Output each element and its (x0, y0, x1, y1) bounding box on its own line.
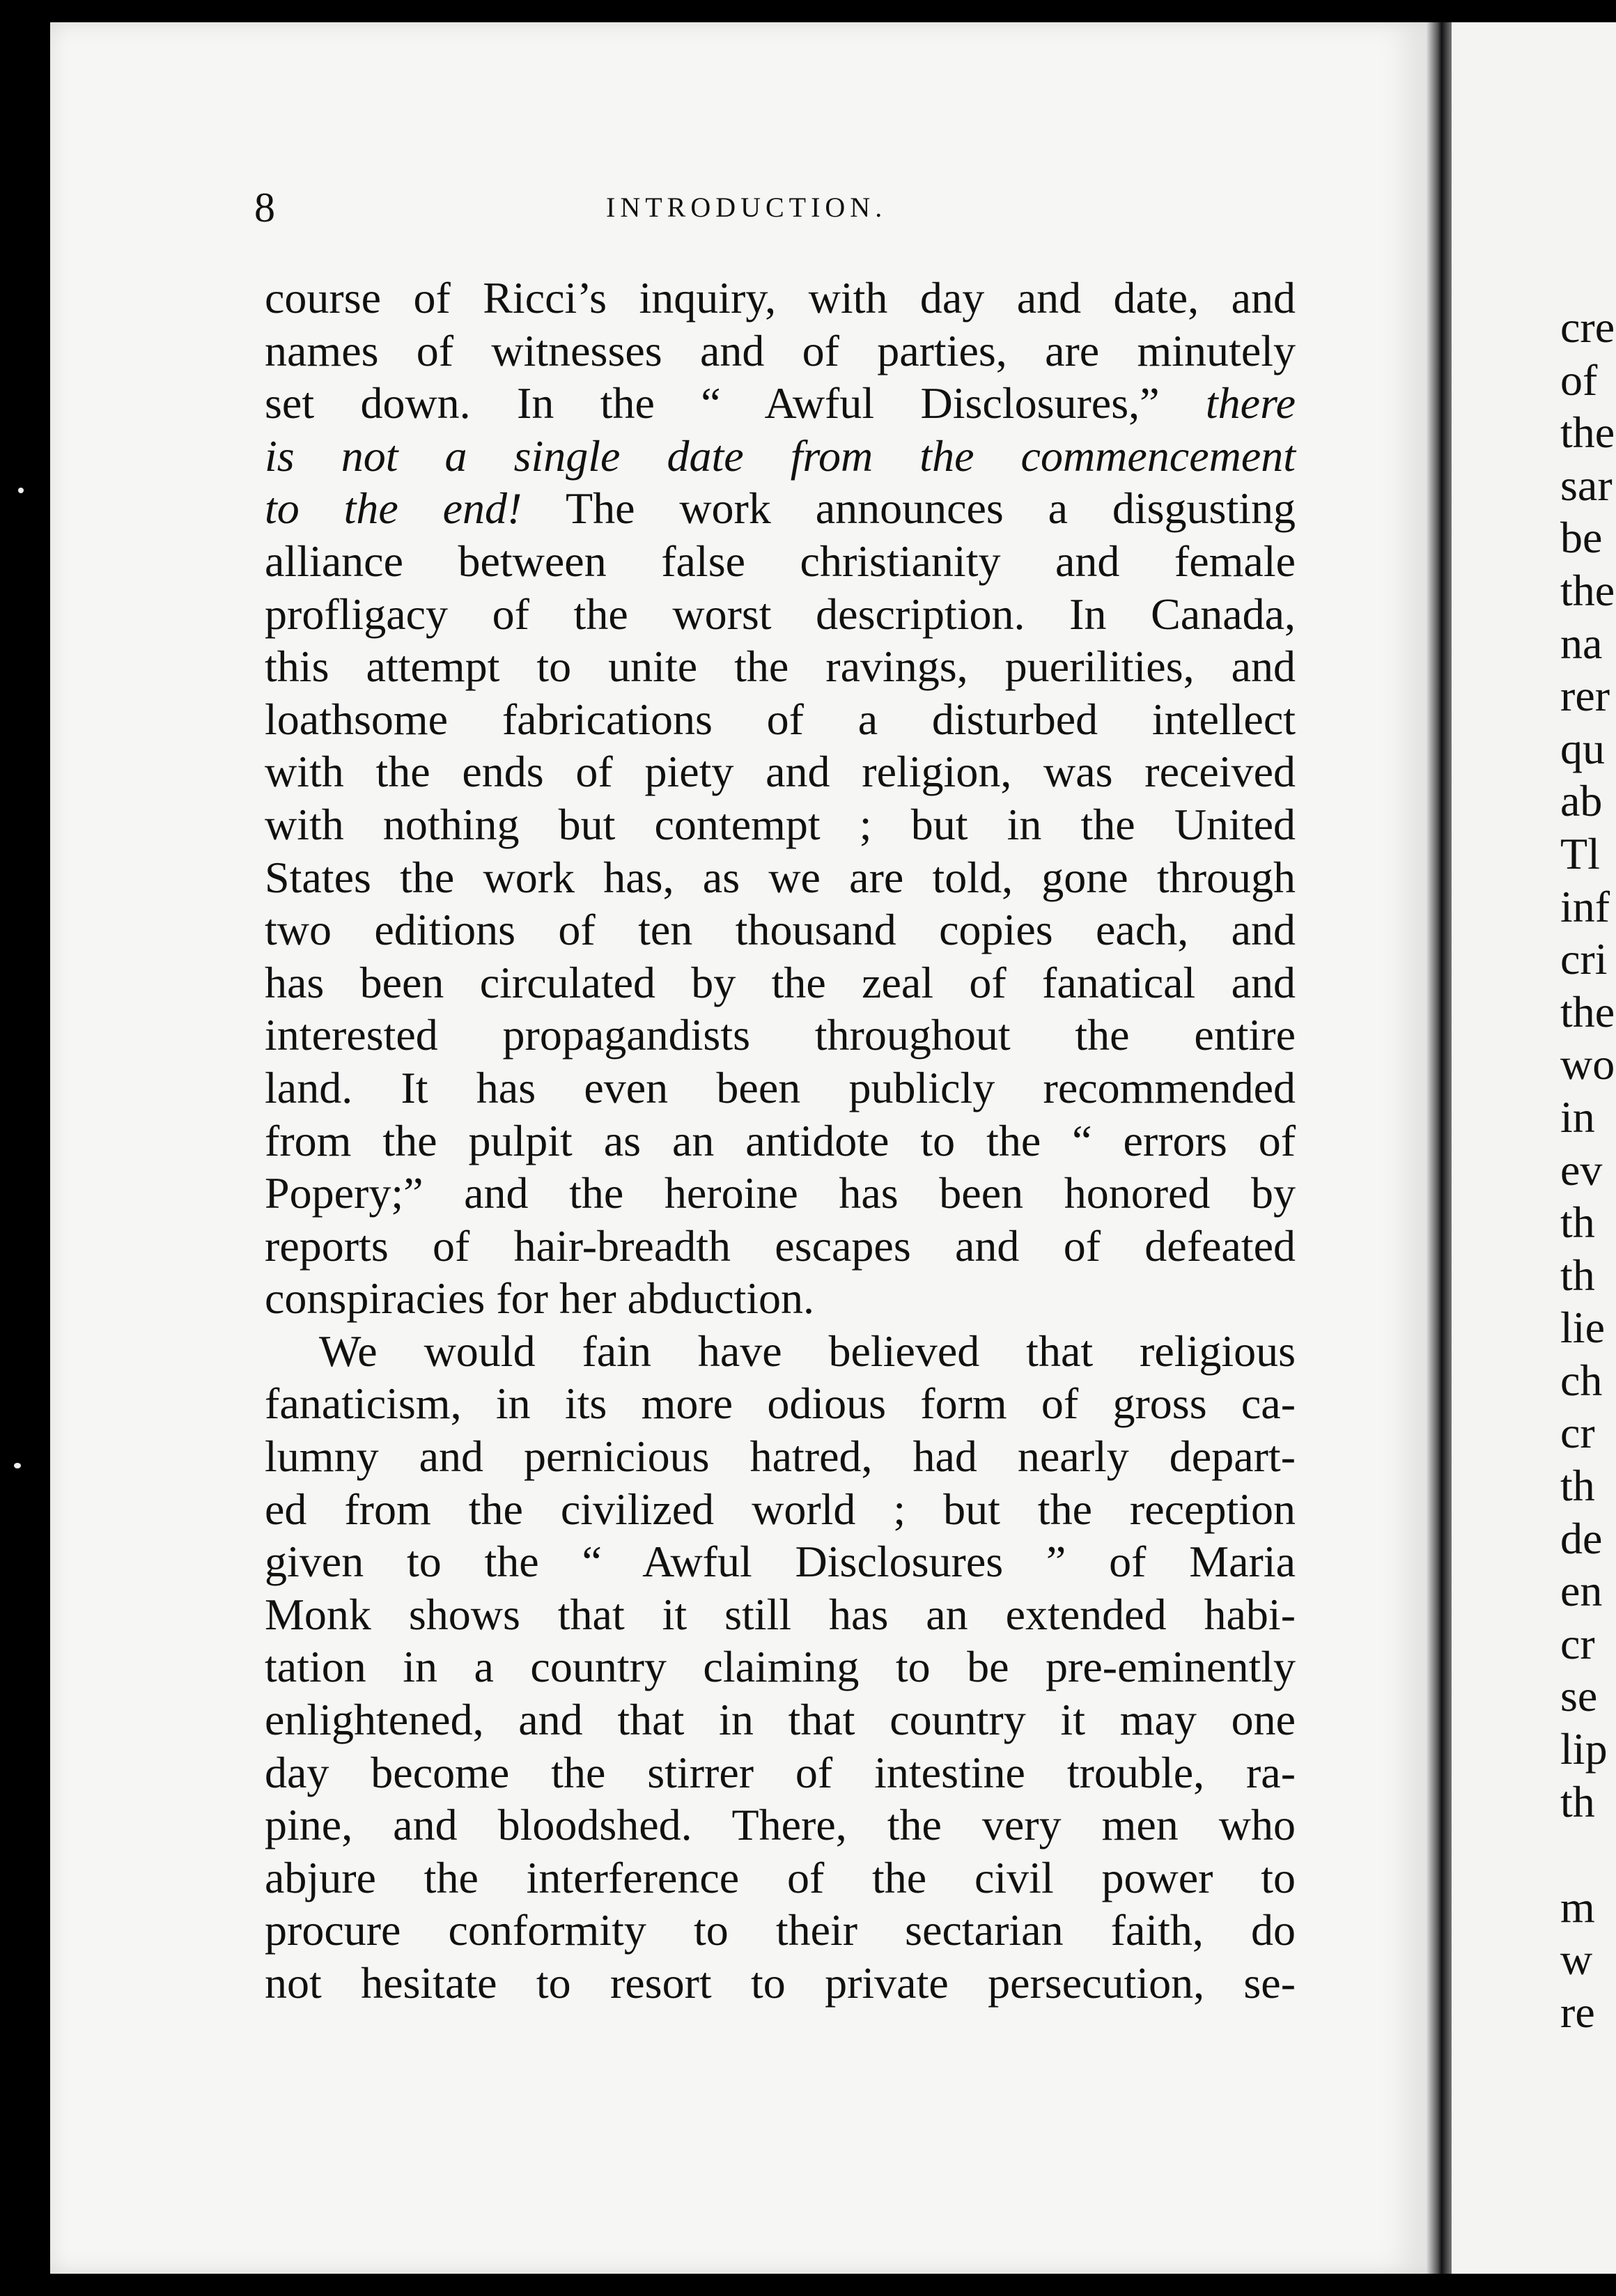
text-segment: The work announces a disgusting (566, 483, 1296, 534)
right-page-fragment: sar (1560, 460, 1613, 510)
right-page-fragment: of (1560, 355, 1598, 405)
right-page-fragment: cr (1560, 1408, 1595, 1458)
right-page-fragment: ch (1560, 1355, 1603, 1405)
text-line: day become the stirrer of intestine trouble, ra- (265, 1747, 1296, 1797)
text-line: with the ends of piety and religion, was received (265, 747, 1296, 797)
text-line: Popery;” and the heroine has been honored by (265, 1168, 1296, 1218)
text-line (265, 430, 1296, 483)
right-page-fragment: cre (1560, 302, 1615, 352)
right-page-fragment: be (1560, 513, 1603, 563)
text-line: this attempt to unite the ravings, puerilities, and (265, 642, 1296, 692)
right-page-fragment: lip (1560, 1724, 1608, 1774)
text-line: has been circulated by the zeal of fanatical and (265, 957, 1296, 1007)
right-page-fragment: cr (1560, 1618, 1595, 1668)
right-page-fragment: Tl (1560, 828, 1600, 878)
right-page-fragment: lie (1560, 1303, 1605, 1353)
right-page-fragment: th (1560, 1250, 1595, 1300)
right-page-fragment: the (1560, 408, 1615, 458)
scan-speck (14, 1463, 21, 1468)
text-line: We would fain have believed that religious (319, 1326, 1296, 1376)
right-page-fragment: th (1560, 1197, 1595, 1248)
right-page (1452, 22, 1616, 2274)
text-segment: set down. In the “ Awful Disclosures,” (265, 378, 1160, 428)
right-page-fragment: en (1560, 1566, 1603, 1616)
text-line: with nothing but contempt ; but in the United (265, 799, 1296, 849)
right-page-fragment: the (1560, 565, 1615, 615)
text-line: land. It has even been publicly recommended (265, 1062, 1296, 1112)
text-line (265, 377, 1296, 430)
right-page-fragment: inf (1560, 881, 1610, 931)
text-line: profligacy of the worst description. In Canada, (265, 589, 1296, 639)
text-line: from the pulpit as an antidote to the “ errors of (265, 1115, 1296, 1165)
right-page-text (1560, 301, 1615, 2039)
right-page-fragment: ab (1560, 776, 1603, 826)
text-line: procure conformity to their sectarian faith, do (265, 1905, 1296, 1955)
italic-segment: is not a single date from the commencement (265, 430, 1296, 481)
book-gutter (1427, 22, 1452, 2274)
italic-segment: there (1205, 378, 1296, 428)
right-page-fragment: wo (1560, 1039, 1615, 1089)
text-line: alliance between false christianity and female (265, 536, 1296, 586)
text-line: conspiracies for her abduction. (265, 1273, 815, 1324)
text-line: abjure the interference of the civil power to (265, 1852, 1296, 1902)
text-line (265, 482, 1296, 535)
text-line: lumny and pernicious hatred, had nearly depart- (265, 1432, 1296, 1482)
right-page-fragment: th (1560, 1776, 1595, 1826)
right-page-fragment: the (1560, 986, 1615, 1037)
italic-segment: to the end! (265, 483, 522, 534)
text-line: course of Ricci’s inquiry, with day and date, and (265, 273, 1296, 323)
scan-speck (18, 488, 24, 493)
text-line: interested propagandists throughout the entire (265, 1010, 1296, 1060)
text-line: loathsome fabrications of a disturbed intellect (265, 694, 1296, 744)
page-number: 8 (254, 185, 275, 231)
right-page-fragment: in (1560, 1092, 1595, 1142)
right-page-fragment (1560, 1828, 1615, 1881)
text-line: tation in a country claiming to be pre-eminently (265, 1642, 1296, 1692)
body-text (265, 272, 1296, 2010)
right-page-fragment: de (1560, 1513, 1603, 1563)
text-line: given to the “ Awful Disclosures ” of Maria (265, 1537, 1296, 1587)
running-head: INTRODUCTION. (606, 192, 887, 223)
right-page-fragment: se (1560, 1671, 1598, 1721)
text-line: not hesitate to resort to private persecution, se- (265, 1958, 1296, 2008)
right-page-fragment: qu (1560, 723, 1605, 773)
text-line: two editions of ten thousand copies each, and (265, 905, 1296, 955)
text-line: names of witnesses and of parties, are minutely (265, 325, 1296, 375)
right-page-fragment: cri (1560, 934, 1608, 984)
right-page-fragment: re (1560, 1987, 1595, 2037)
right-page-fragment: ev (1560, 1145, 1603, 1195)
text-line: reports of hair-breadth escapes and of defeated (265, 1220, 1296, 1271)
right-page-fragment: rer (1560, 671, 1610, 721)
right-page-fragment: m (1560, 1882, 1595, 1932)
text-line: enlightened, and that in that country it may one (265, 1695, 1296, 1745)
text-line: States the work has, as we are told, gone through (265, 852, 1296, 902)
right-page-fragment: w (1560, 1934, 1593, 1985)
text-line: ed from the civilized world ; but the reception (265, 1484, 1296, 1534)
right-page-fragment: na (1560, 618, 1603, 668)
text-line: Monk shows that it still has an extended habi- (265, 1589, 1296, 1639)
text-line: fanaticism, in its more odious form of gross ca- (265, 1379, 1296, 1429)
right-page-fragment: th (1560, 1461, 1595, 1511)
text-line: pine, and bloodshed. There, the very men who (265, 1800, 1296, 1850)
